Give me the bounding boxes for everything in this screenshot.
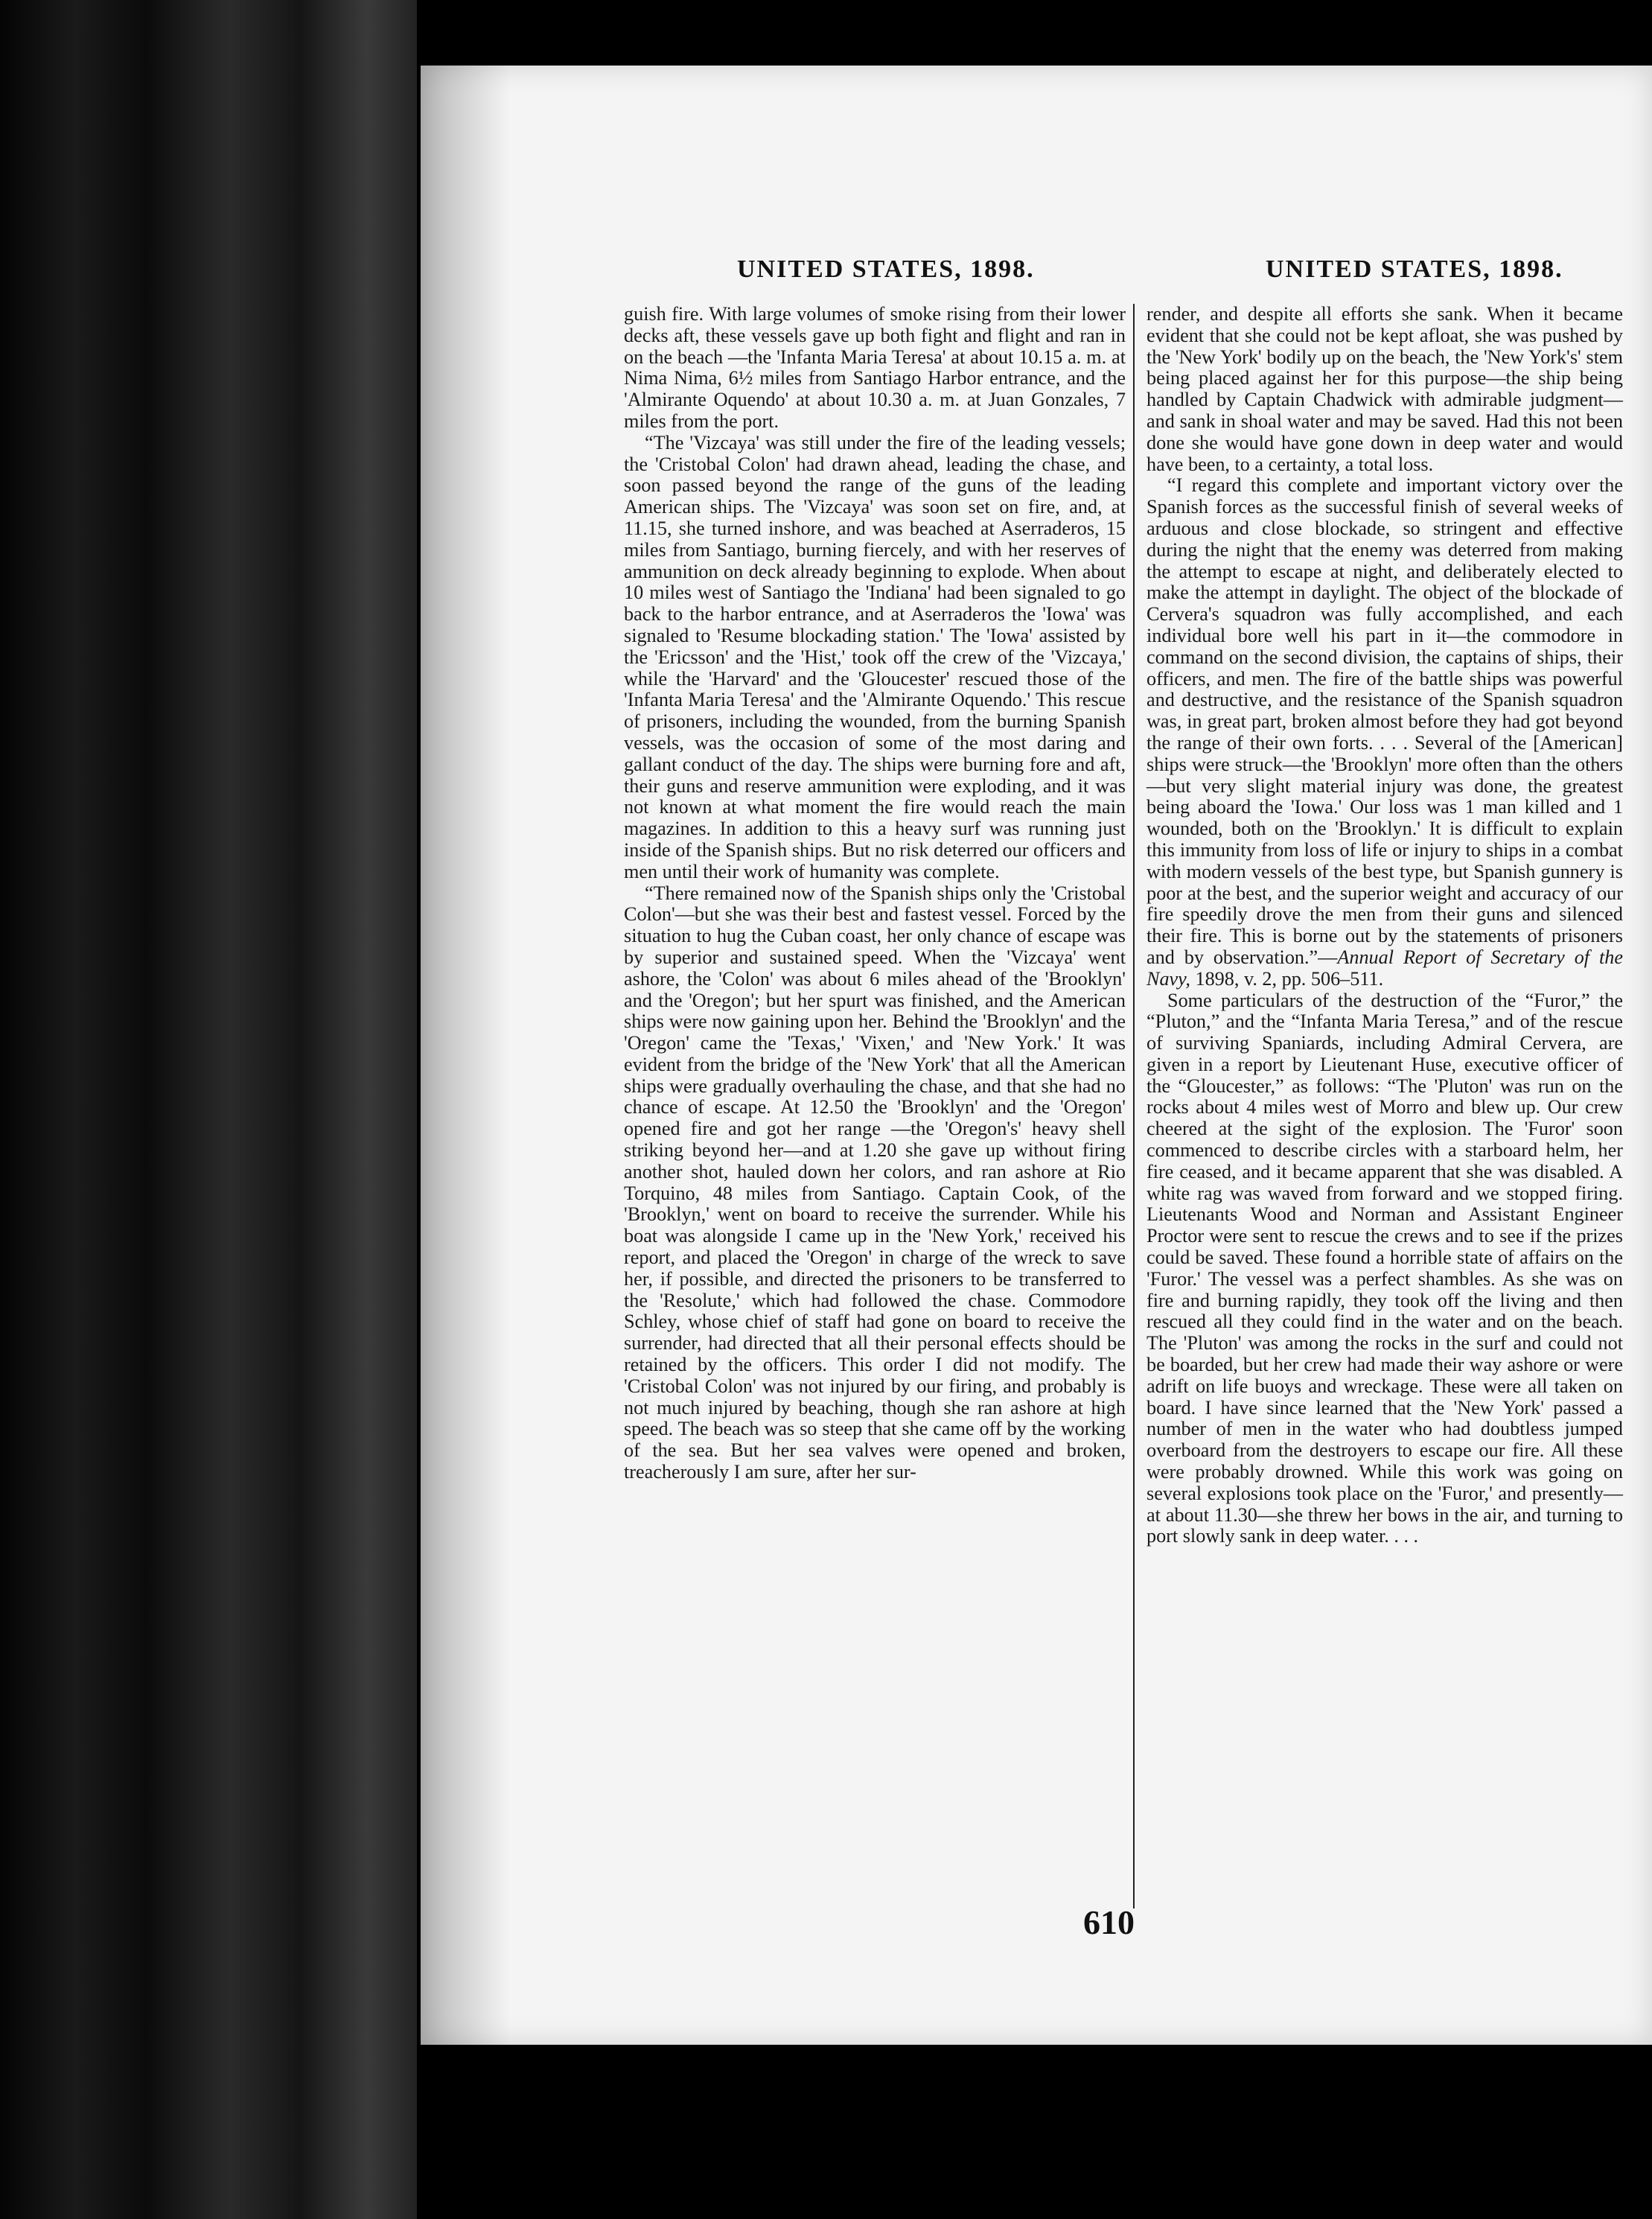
paragraph: “The 'Vizcaya' was still under the fire of the leading vessels; the 'Cristobal Colon' had drawn ahead, leading the chase, and soon passed beyond the range of the guns of the leading American ships. The 'Vizcaya' was soon set on fire, and, at 11.15, she turned inshore, and was beached at Aserraderos, 15 miles from Santiago, burning fiercely, and with her reserves of ammunition on deck already beginning to explode. When about 10 miles west of Santiago the 'Indiana' had been signaled to go back to the harbor entrance, and at Aserraderos the 'Iowa' was signaled to 'Resume blockading station.' The 'Iowa' assisted by the 'Ericsson' and the 'Hist,' took off the crew of the 'Vizcaya,' while the 'Harvard' and the 'Gloucester' rescued those of the 'Infanta Maria Teresa' and the 'Almirante Oquendo.' This rescue of prisoners, including the wounded, from the burning Spanish vessels, was the occasion of some of the most daring and gallant conduct of the day. The ships were burning fore and aft, their guns and reserve ammunition were exploding, and it was not known at what moment the fire would reach the main magazines. In addition to this a heavy surf was running just inside of the Spanish ships. But no risk deterred our officers and men until their work of humanity was complete. [624, 431, 1126, 882]
page-number: 610 [1083, 1903, 1135, 1941]
running-header-right: UNITED STATES, 1898. [1266, 255, 1563, 283]
page-gutter-shadow [421, 66, 510, 2045]
microfilm-bottom-margin [421, 2045, 1652, 2219]
paragraph: guish fire. With large volumes of smoke rising from their lower decks aft, these vessels gave up both fight and flight and ran in on the beach —the 'Infanta Maria Teresa' at about 10.15 a. m. at Nima Nima, 6½ miles from Santiago Harbor entrance, and the 'Almirante Oquendo' at about 10.30 a. m. at Juan Gonzales, 7 miles from the port. [624, 303, 1126, 432]
text-column-left [624, 304, 1126, 1483]
paragraph [1146, 475, 1623, 990]
paragraph: render, and despite all efforts she sank. When it became evident that she could not be kept afloat, she was pushed by the 'New York' bodily up on the beach, the 'New York's' stem being placed against her for this purpose—the ship being handled by Captain Chadwick with admirable judgment—and sank in shoal water and may be saved. Had this not been done she would have gone down in deep water and would have been, to a certainty, a total loss. [1146, 303, 1623, 475]
citation-tail: 1898, v. 2, pp. 506–511. [1190, 967, 1384, 990]
citation: Annual Report of Secretary of the Navy, [1146, 946, 1623, 990]
microfilm-left-margin [0, 0, 417, 2219]
text-column-right [1146, 304, 1623, 1547]
paragraph: Some particulars of the destruction of the “Furor,” the “Pluton,” and the “Infanta Maria Teresa,” and of the rescue of surviving Spaniards, including Admiral Cervera, are given in a report by Lieutenant Huse, executive officer of the “Gloucester,” as follows: “The 'Pluton' was run on the rocks about 4 miles west of Morro and blew up. Our crew cheered at the sight of the explosion. The 'Furor' soon commenced to describe circles with a starboard helm, her fire ceased, and it became apparent that she was disabled. A white rag was waved from forward and we stopped firing. Lieutenants Wood and Norman and Assistant Engineer Proctor were sent to rescue the crews and to see if the prizes could be saved. These found a horrible state of affairs on the 'Furor.' The vessel was a perfect shambles. As she was on fire and burning rapidly, they took off the living and then rescued all they could find in the water and on the beach. The 'Pluton' was among the rocks in the surf and could not be boarded, but her crew had made their way ashore or were adrift on life buoys and wreckage. These were all taken on board. I have since learned that the 'New York' passed a number of men in the water who had doubtless jumped overboard from the destroyers to escape our fire. All these were probably drowned. While this work was going on several explosions took place on the 'Furor,' and presently—at about 11.30—she threw her bows in the air, and turning to port slowly sank in deep water. . . . [1146, 989, 1623, 1547]
column-divider [1133, 304, 1135, 1908]
paragraph: “There remained now of the Spanish ships only the 'Cristobal Colon'—but she was their best and fastest vessel. Forced by the situation to hug the Cuban coast, her only chance of escape was by superior and sustained speed. When the 'Vizcaya' went ashore, the 'Colon' was about 6 miles ahead of the 'Brooklyn' and the 'Oregon'; but her spurt was finished, and the American ships were now gaining upon her. Behind the 'Brooklyn' and the 'Oregon' came the 'Texas,' 'Vixen,' and 'New York.' It was evident from the bridge of the 'New York' that all the American ships were gradually overhauling the chase, and that she had no chance of escape. At 12.50 the 'Brooklyn' and the 'Oregon' opened fire and got her range —the 'Oregon's' heavy shell striking beyond her—and at 1.20 she gave up without firing another shot, hauled down her colors, and ran ashore at Rio Torquino, 48 miles from Santiago. Captain Cook, of the 'Brooklyn,' went on board to receive the surrender. While his boat was alongside I came up in the 'New York,' received his report, and placed the 'Oregon' in charge of the wreck to save her, if possible, and directed the prisoners to be transferred to the 'Resolute,' which had followed the chase. Commodore Schley, whose chief of staff had gone on board to receive the surrender, had directed that all their personal effects should be retained by the officers. This order I did not modify. The 'Cristobal Colon' was not injured by our firing, and probably is not much injured by beaching, though she ran ashore at high speed. The beach was so steep that she came off by the working of the sea. But her sea valves were opened and broken, treacherously I am sure, after her sur- [624, 882, 1126, 1483]
running-header-left: UNITED STATES, 1898. [737, 255, 1035, 283]
paragraph-text: “I regard this complete and important victory over the Spanish forces as the successful finish of several weeks of arduous and close blockade, so stringent and effective during the night that the enemy was deterred from making the attempt to escape at night, and deliberately elected to make the attempt in daylight. The object of the blockade of Cervera's squadron was fully accomplished, and each individual bore well his part in it—the commodore in command on the second division, the captains of ships, their officers, and men. The fire of the battle ships was powerful and destructive, and the resistance of the Spanish squadron was, in great part, broken almost before they had got beyond the range of their own forts. . . . Several of the [American] ships were struck—the 'Brooklyn' more often than the others—but very slight material injury was done, the greatest being aboard the 'Iowa.' Our loss was 1 man killed and 1 wounded, both on the 'Brooklyn.' It is difficult to explain this immunity from loss of life or injury to ships in a combat with modern vessels of the best type, but Spanish gunnery is poor at the best, and the superior weight and accuracy of our fire speedily drove the men from their guns and silenced their fire. This is borne out by the statements of prisoners and by observation.”— [1146, 474, 1623, 968]
